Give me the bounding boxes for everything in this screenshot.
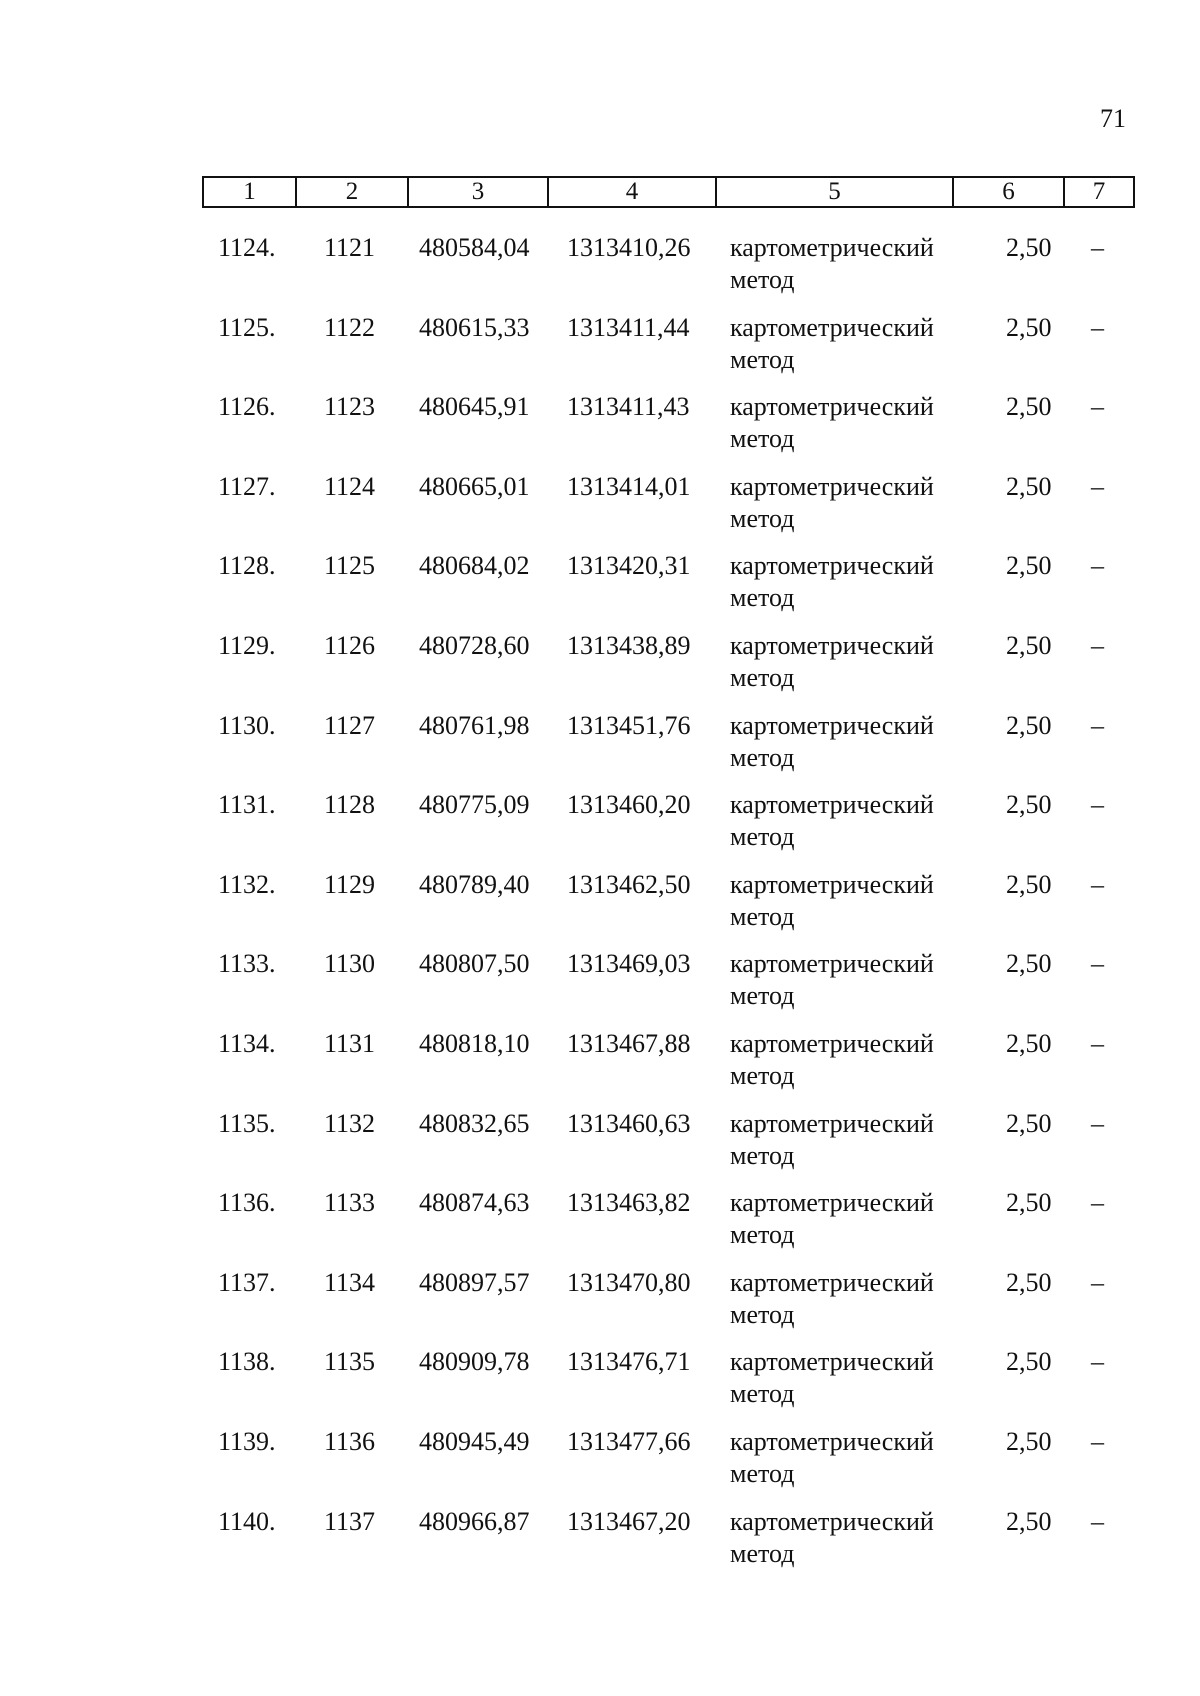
table-row — [0, 869, 1200, 949]
method-line-2: метод — [730, 662, 795, 692]
method-line-1: картометрический — [730, 1108, 934, 1138]
method-line-1: картометрический — [730, 392, 934, 422]
method-line-2: метод — [730, 424, 795, 454]
column-header-row — [203, 177, 1134, 207]
accuracy: 2,50 — [1006, 471, 1052, 501]
coordinate-y: 1313476,71 — [567, 1347, 691, 1377]
method-line-2: метод — [730, 742, 795, 772]
accuracy: 2,50 — [1006, 790, 1052, 820]
row-number: 1129. — [218, 630, 276, 660]
coordinate-y: 1313467,20 — [567, 1506, 691, 1536]
accuracy: 2,50 — [1006, 1347, 1052, 1377]
method — [730, 1506, 934, 1570]
point-number: 1133 — [324, 1188, 376, 1218]
row-number: 1134. — [218, 1028, 276, 1058]
method-line-2: метод — [730, 344, 795, 374]
coordinate-x: 480966,87 — [419, 1506, 530, 1536]
method-line-2: метод — [730, 1140, 795, 1170]
row-number: 1135. — [218, 1108, 276, 1138]
note: – — [1091, 949, 1104, 979]
point-number: 1129 — [324, 869, 376, 899]
method — [730, 710, 934, 774]
coordinate-x: 480615,33 — [419, 312, 530, 342]
coordinate-x: 480832,65 — [419, 1108, 530, 1138]
table-row — [0, 948, 1200, 1028]
method-line-1: картометрический — [730, 312, 934, 342]
method-line-2: метод — [730, 1538, 795, 1568]
coordinate-y: 1313477,66 — [567, 1426, 691, 1456]
method-line-1: картометрический — [730, 630, 934, 660]
method — [730, 869, 934, 933]
table-row — [0, 391, 1200, 471]
row-number: 1128. — [218, 551, 276, 581]
coordinate-x: 480897,57 — [419, 1267, 530, 1297]
table-row — [0, 1346, 1200, 1426]
method — [730, 1028, 934, 1092]
table-row — [0, 471, 1200, 551]
coordinate-x: 480945,49 — [419, 1426, 530, 1456]
column-header-6: 6 — [953, 177, 1064, 207]
accuracy: 2,50 — [1006, 392, 1052, 422]
accuracy: 2,50 — [1006, 1267, 1052, 1297]
row-number: 1124. — [218, 233, 276, 262]
method-line-1: картометрический — [730, 790, 934, 820]
method-line-1: картометрический — [730, 1426, 934, 1456]
method-line-2: метод — [730, 901, 795, 931]
coordinate-y: 1313470,80 — [567, 1267, 691, 1297]
method-line-1: картометрический — [730, 1267, 934, 1297]
point-number: 1130 — [324, 949, 376, 979]
note: – — [1091, 1028, 1104, 1058]
row-number: 1132. — [218, 869, 276, 899]
row-number: 1125. — [218, 312, 276, 342]
coordinate-x: 480789,40 — [419, 869, 530, 899]
point-number: 1125 — [324, 551, 376, 581]
method — [730, 232, 934, 296]
note: – — [1091, 790, 1104, 820]
method — [730, 1187, 934, 1251]
coordinate-x: 480909,78 — [419, 1347, 530, 1377]
table-row — [0, 1267, 1200, 1347]
method-line-2: метод — [730, 503, 795, 533]
method — [730, 789, 934, 853]
method-line-2: метод — [730, 1379, 795, 1409]
point-number: 1122 — [324, 312, 376, 342]
method-line-2: метод — [730, 1060, 795, 1090]
accuracy: 2,50 — [1006, 551, 1052, 581]
accuracy: 2,50 — [1006, 1028, 1052, 1058]
point-number: 1137 — [324, 1506, 376, 1536]
column-header-4: 4 — [548, 177, 716, 207]
table-row — [0, 1028, 1200, 1108]
table-row — [0, 789, 1200, 869]
method-line-1: картометрический — [730, 1188, 934, 1218]
accuracy: 2,50 — [1006, 233, 1052, 262]
row-number: 1126. — [218, 392, 276, 422]
point-number: 1128 — [324, 790, 376, 820]
coordinate-x: 480665,01 — [419, 471, 530, 501]
accuracy: 2,50 — [1006, 1426, 1052, 1456]
point-number: 1134 — [324, 1267, 376, 1297]
point-number: 1132 — [324, 1108, 376, 1138]
coordinate-y: 1313451,76 — [567, 710, 691, 740]
point-number: 1135 — [324, 1347, 376, 1377]
method-line-1: картометрический — [730, 233, 934, 262]
note: – — [1091, 471, 1104, 501]
accuracy: 2,50 — [1006, 630, 1052, 660]
method — [730, 391, 934, 455]
coordinate-x: 480684,02 — [419, 551, 530, 581]
column-header-table — [202, 176, 1135, 208]
coordinate-x: 480807,50 — [419, 949, 530, 979]
point-number: 1131 — [324, 1028, 376, 1058]
method — [730, 1108, 934, 1172]
method-line-1: картометрический — [730, 949, 934, 979]
coordinate-x: 480584,04 — [419, 233, 530, 262]
method — [730, 1346, 934, 1410]
coordinate-x: 480818,10 — [419, 1028, 530, 1058]
note: – — [1091, 1506, 1104, 1536]
note: – — [1091, 1347, 1104, 1377]
method-line-1: картометрический — [730, 1347, 934, 1377]
table-row — [0, 1108, 1200, 1188]
note: – — [1091, 630, 1104, 660]
coordinate-x: 480645,91 — [419, 392, 530, 422]
table-row — [0, 630, 1200, 710]
row-number: 1133. — [218, 949, 276, 979]
method — [730, 1267, 934, 1331]
row-number: 1138. — [218, 1347, 276, 1377]
page-number: 71 — [1100, 104, 1126, 133]
row-number: 1139. — [218, 1426, 276, 1456]
method — [730, 948, 934, 1012]
coordinate-y: 1313411,44 — [567, 312, 690, 342]
row-number: 1140. — [218, 1506, 276, 1536]
coordinate-y: 1313467,88 — [567, 1028, 691, 1058]
row-number: 1131. — [218, 790, 276, 820]
method-line-2: метод — [730, 265, 795, 294]
table-row — [0, 232, 1200, 312]
note: – — [1091, 710, 1104, 740]
row-number: 1127. — [218, 471, 276, 501]
method-line-1: картометрический — [730, 471, 934, 501]
accuracy: 2,50 — [1006, 1506, 1052, 1536]
method-line-2: метод — [730, 822, 795, 852]
accuracy: 2,50 — [1006, 869, 1052, 899]
table-row — [0, 1187, 1200, 1267]
coordinate-y: 1313462,50 — [567, 869, 691, 899]
method — [730, 630, 934, 694]
table-row — [0, 550, 1200, 630]
method-line-1: картометрический — [730, 1028, 934, 1058]
coordinate-y: 1313460,63 — [567, 1108, 691, 1138]
note: – — [1091, 1267, 1104, 1297]
row-number: 1137. — [218, 1267, 276, 1297]
method-line-1: картометрический — [730, 551, 934, 581]
row-number: 1136. — [218, 1188, 276, 1218]
point-number: 1127 — [324, 710, 376, 740]
note: – — [1091, 233, 1104, 262]
point-number: 1123 — [324, 392, 376, 422]
method — [730, 550, 934, 614]
table-row — [0, 312, 1200, 392]
note: – — [1091, 1426, 1104, 1456]
method-line-1: картометрический — [730, 710, 934, 740]
table-row — [0, 710, 1200, 790]
method-line-2: метод — [730, 583, 795, 613]
accuracy: 2,50 — [1006, 1188, 1052, 1218]
coordinate-y: 1313438,89 — [567, 630, 691, 660]
method-line-2: метод — [730, 1299, 795, 1329]
accuracy: 2,50 — [1006, 1108, 1052, 1138]
coordinate-y: 1313410,26 — [567, 233, 691, 262]
coordinate-x: 480761,98 — [419, 710, 530, 740]
coordinate-y: 1313420,31 — [567, 551, 691, 581]
method-line-1: картометрический — [730, 1506, 934, 1536]
accuracy: 2,50 — [1006, 710, 1052, 740]
method-line-2: метод — [730, 981, 795, 1011]
coordinate-rows — [0, 232, 1200, 1585]
note: – — [1091, 869, 1104, 899]
point-number: 1136 — [324, 1426, 376, 1456]
method — [730, 312, 934, 376]
coordinate-y: 1313460,20 — [567, 790, 691, 820]
column-header-1: 1 — [203, 177, 296, 207]
note: – — [1091, 551, 1104, 581]
coordinate-y: 1313411,43 — [567, 392, 690, 422]
row-number: 1130. — [218, 710, 276, 740]
method — [730, 471, 934, 535]
table-row — [0, 1426, 1200, 1506]
table-row — [0, 1506, 1200, 1586]
note: – — [1091, 1188, 1104, 1218]
column-header-3: 3 — [408, 177, 548, 207]
coordinate-x: 480728,60 — [419, 630, 530, 660]
column-header-5: 5 — [716, 177, 953, 207]
coordinate-y: 1313463,82 — [567, 1188, 691, 1218]
coordinate-x: 480775,09 — [419, 790, 530, 820]
accuracy: 2,50 — [1006, 949, 1052, 979]
column-header-2: 2 — [296, 177, 408, 207]
accuracy: 2,50 — [1006, 312, 1052, 342]
note: – — [1091, 312, 1104, 342]
column-header-7: 7 — [1064, 177, 1134, 207]
note: – — [1091, 1108, 1104, 1138]
point-number: 1124 — [324, 471, 376, 501]
method-line-1: картометрический — [730, 869, 934, 899]
point-number: 1126 — [324, 630, 376, 660]
note: – — [1091, 392, 1104, 422]
method-line-2: метод — [730, 1458, 795, 1488]
method — [730, 1426, 934, 1490]
point-number: 1121 — [324, 233, 376, 262]
coordinate-y: 1313469,03 — [567, 949, 691, 979]
coordinate-x: 480874,63 — [419, 1188, 530, 1218]
method-line-2: метод — [730, 1220, 795, 1250]
coordinate-y: 1313414,01 — [567, 471, 691, 501]
